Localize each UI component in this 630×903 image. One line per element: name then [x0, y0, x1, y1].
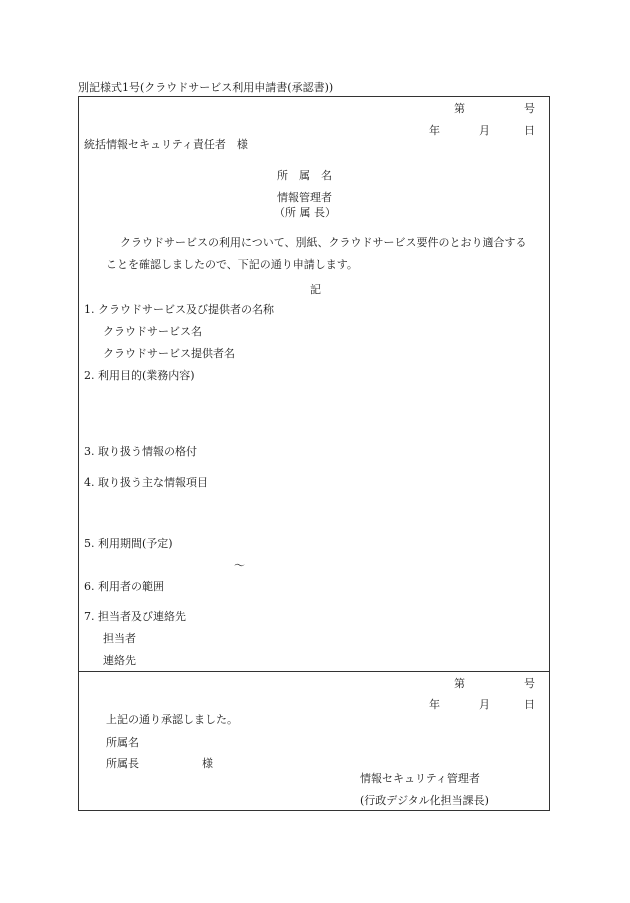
period-tilde: ～	[234, 559, 245, 572]
item-7-person: 担当者	[103, 632, 136, 645]
approval-sama: 様	[202, 757, 213, 770]
department-label: 所 属 名	[277, 169, 332, 182]
section-divider	[78, 671, 550, 672]
addressee: 統括情報セキュリティ責任者 様	[84, 138, 248, 151]
date-month: 月	[479, 124, 490, 137]
date-day: 日	[524, 124, 535, 137]
approval-head-label: 所属長	[106, 757, 139, 770]
body-line-2: ことを確認しましたので、下記の通り申請します。	[106, 258, 358, 271]
approval-number-dai: 第	[454, 677, 465, 690]
approval-date-year: 年	[429, 698, 440, 711]
approval-date-month: 月	[479, 698, 490, 711]
item-7: 7. 担当者及び連絡先	[84, 610, 186, 623]
approver-paren: (行政デジタル化担当課長)	[360, 794, 489, 807]
body-line-1: クラウドサービスの利用について、別紙、クラウドサービス要件のとおり適合する	[120, 236, 527, 249]
item-4: 4. 取り扱う主な情報項目	[84, 476, 208, 489]
approval-date-day: 日	[524, 698, 535, 711]
item-2: 2. 利用目的(業務内容)	[84, 369, 195, 382]
approver-title: 情報セキュリティ管理者	[360, 772, 480, 785]
date-year: 年	[429, 124, 440, 137]
item-1-provider-name: クラウドサービス提供者名	[103, 347, 235, 360]
item-1: 1. クラウドサービス及び提供者の名称	[84, 303, 274, 316]
approval-dept-label: 所属名	[106, 736, 139, 749]
approval-statement: 上記の通り承認しました。	[106, 713, 238, 726]
number-go: 号	[524, 102, 535, 115]
manager-label: 情報管理者	[277, 191, 332, 204]
item-5: 5. 利用期間(予定)	[84, 537, 173, 550]
item-7-contact: 連絡先	[103, 654, 136, 667]
manager-paren: （所 属 長）	[274, 206, 336, 219]
item-6: 6. 利用者の範囲	[84, 580, 164, 593]
number-dai: 第	[454, 102, 465, 115]
form-title: 別記様式1号(クラウドサービス利用申請書(承認書))	[78, 81, 334, 94]
item-1-service-name: クラウドサービス名	[103, 325, 202, 338]
item-3: 3. 取り扱う情報の格付	[84, 445, 197, 458]
approval-number-go: 号	[524, 677, 535, 690]
ki-heading: 記	[310, 283, 321, 296]
